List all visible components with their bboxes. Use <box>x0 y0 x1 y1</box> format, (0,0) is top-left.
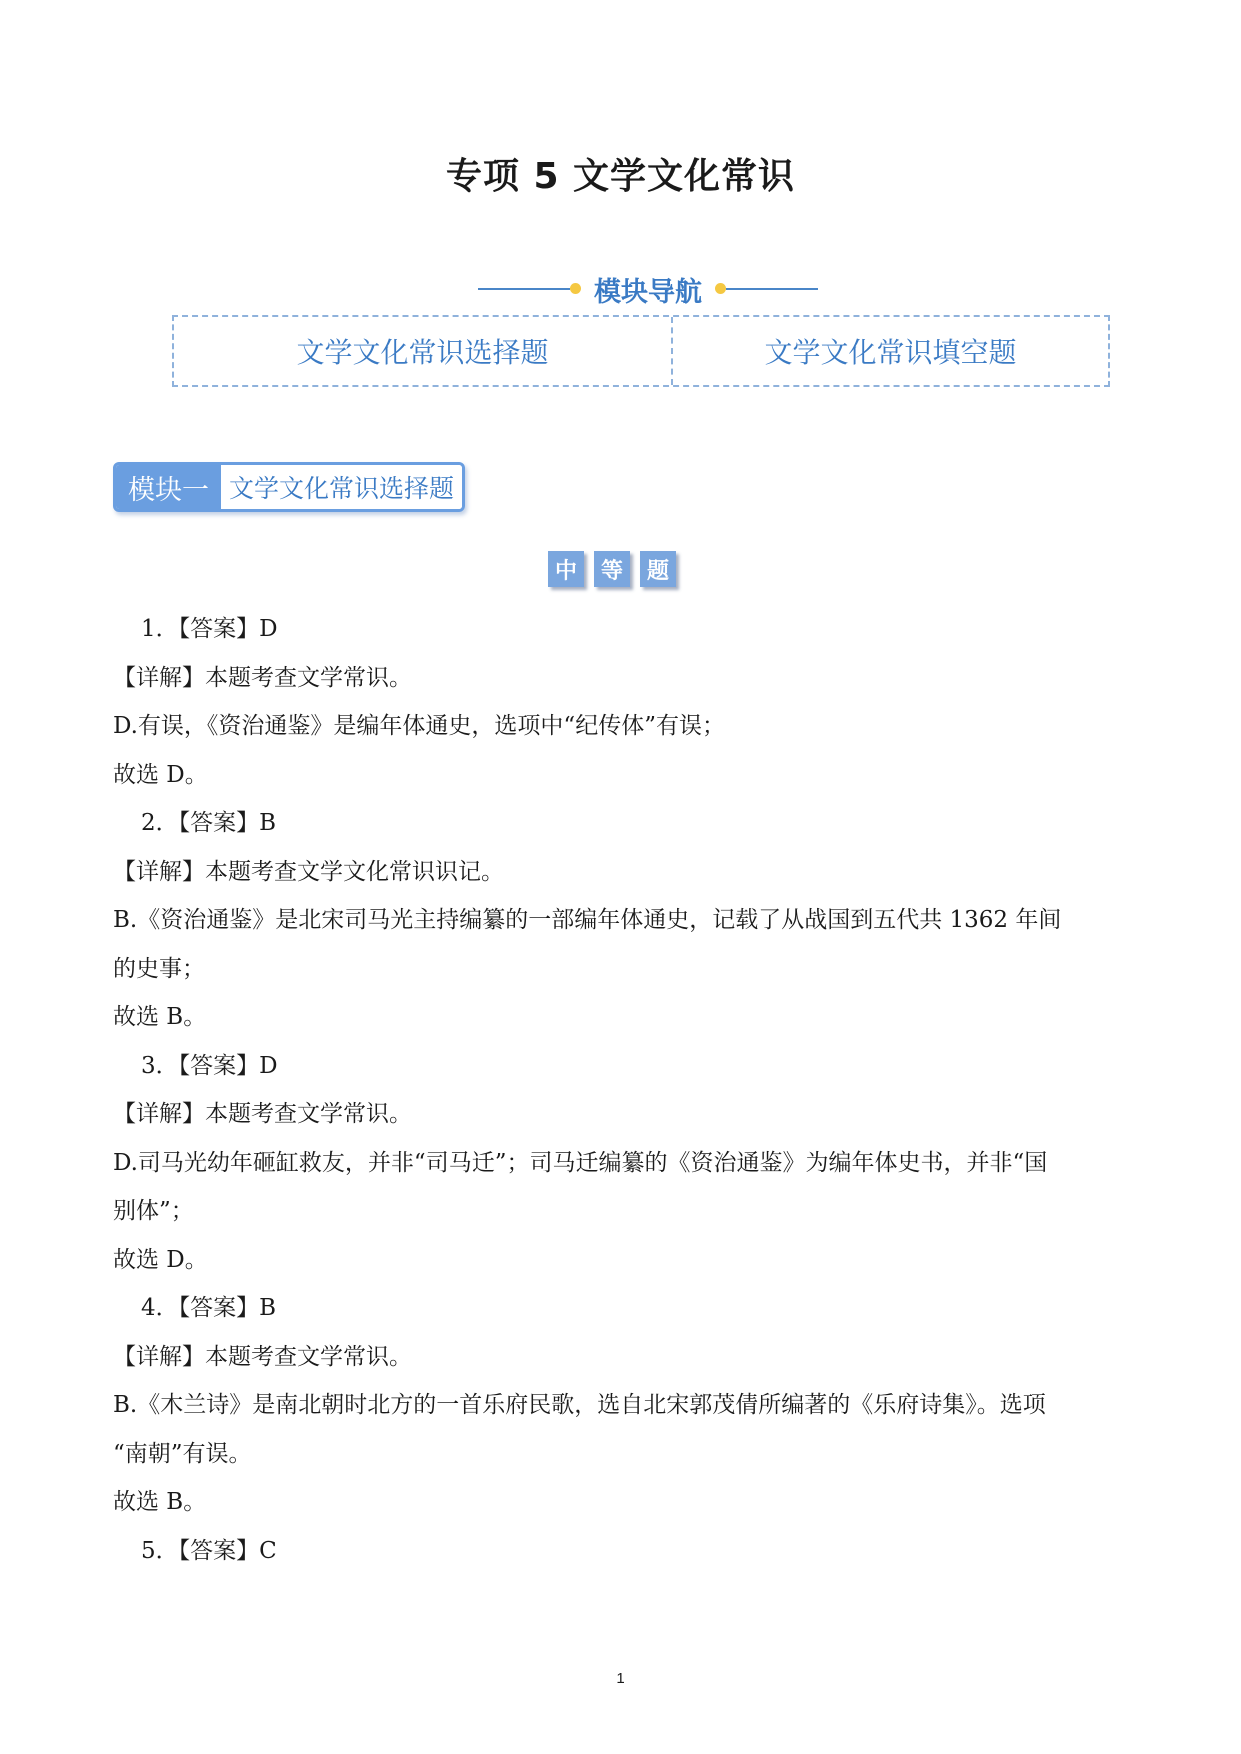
explanation-line: 【详解】本题考查文学文化常识识记。 <box>113 858 504 885</box>
module-one-header <box>113 462 465 512</box>
answer-line: 4．【答案】B <box>141 1295 277 1321</box>
module-navigation-heading <box>478 268 818 308</box>
answer-line: 5．【答案】C <box>141 1537 277 1564</box>
page-title: 专项 5 文学文化常识 <box>445 156 796 197</box>
conclusion-line: 故选 D。 <box>113 1246 208 1273</box>
difficulty-char: 等 <box>594 551 630 587</box>
explanation-line: B.《资治通鉴》是北宋司马光主持编纂的一部编年体通史，记载了从战国到五代共 1362 年间 <box>113 907 1062 933</box>
nav-link-choice-questions[interactable]: 文学文化常识选择题 <box>174 317 673 385</box>
explanation-line: 【详解】本题考查文学常识。 <box>113 1343 412 1370</box>
explanation-line: D.司马光幼年砸缸救友，并非“司马迁”；司马迁编纂的《资治通鉴》为编年体史书，并非“国 <box>113 1149 1048 1176</box>
answer-line: 3．【答案】D <box>141 1052 278 1079</box>
answer-line: 2．【答案】B <box>141 810 277 836</box>
explanation-line: D.有误，《资治通鉴》是编年体通史，选项中“纪传体”有误； <box>113 713 725 739</box>
conclusion-line: 故选 D。 <box>113 761 208 788</box>
dot-icon <box>715 283 726 294</box>
page-number: 1 <box>616 1670 625 1687</box>
explanation-line: B.《木兰诗》是南北朝时北方的一首乐府民歌，选自北宋郭茂倩所编著的《乐府诗集》。选项 <box>113 1392 1046 1418</box>
conclusion-line: 故选 B。 <box>113 1489 207 1515</box>
nav-heading-label: 模块导航 <box>594 277 702 308</box>
explanation-line: “南朝”有误。 <box>113 1440 252 1467</box>
answer-line: 1．【答案】D <box>141 616 278 642</box>
module-tag-name: 文学文化常识选择题 <box>221 465 462 509</box>
nav-link-fill-blank-questions[interactable]: 文学文化常识填空题 <box>764 336 1017 369</box>
explanation-line: 的史事； <box>113 955 205 982</box>
explanation-line: 【详解】本题考查文学常识。 <box>113 664 412 691</box>
conclusion-line: 故选 B。 <box>113 1004 207 1030</box>
explanation-line: 【详解】本题考查文学常识。 <box>113 1101 412 1127</box>
difficulty-char: 题 <box>640 551 676 587</box>
difficulty-badge <box>548 551 676 587</box>
difficulty-char: 中 <box>548 551 584 587</box>
dot-icon <box>570 283 581 294</box>
answer-content <box>113 605 1129 1575</box>
explanation-line: 别体”； <box>113 1198 194 1224</box>
divider-line-right <box>726 288 818 290</box>
module-navigation-box <box>172 315 1110 387</box>
divider-line-left <box>478 288 570 290</box>
module-tag-label: 模块一 <box>116 465 221 509</box>
